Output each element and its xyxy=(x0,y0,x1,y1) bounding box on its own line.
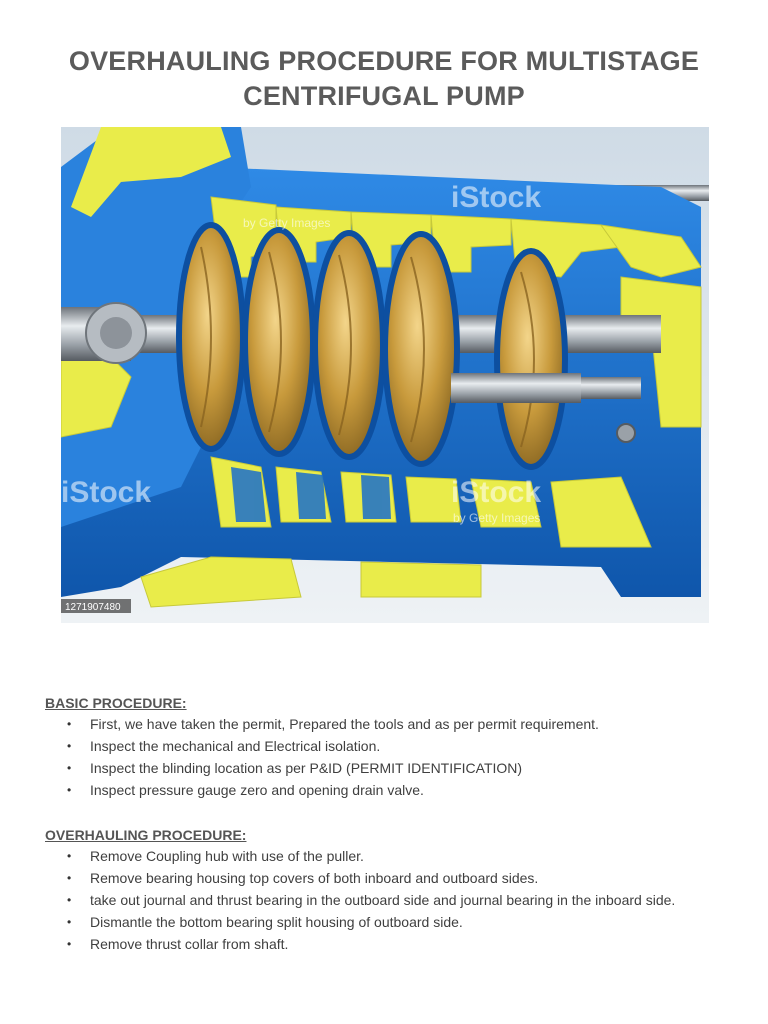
list-item xyxy=(45,848,725,865)
basic-procedure-heading: BASIC PROCEDURE: xyxy=(45,695,187,711)
bullet-icon: • xyxy=(67,893,72,907)
bullet-icon: • xyxy=(67,761,72,775)
overhauling-procedure-heading: OVERHAULING PROCEDURE: xyxy=(45,827,247,843)
watermark-bottom: iStock xyxy=(451,476,542,509)
basic-procedure-section xyxy=(45,694,725,804)
list-item-text: Inspect the blinding location as per P&ID (PERMIT IDENTIFICATION) xyxy=(90,760,523,776)
image-id-tag: 1271907480 xyxy=(65,602,121,613)
title-line-1: OVERHAULING PROCEDURE FOR MULTISTAGE xyxy=(68,46,700,76)
list-item-text: take out journal and thrust bearing in the outboard side and journal bearing in the inboard side. xyxy=(90,892,676,908)
list-item-text: First, we have taken the permit, Prepared the tools and as per permit requirement. xyxy=(90,716,599,732)
pump-cutaway-illustration xyxy=(61,127,709,623)
list-item xyxy=(45,716,725,733)
list-item xyxy=(45,782,725,799)
basic-procedure-list xyxy=(45,716,725,799)
list-item-text: Remove bearing housing top covers of both inboard and outboard sides. xyxy=(90,870,539,886)
list-item-text: Remove thrust collar from shaft. xyxy=(90,936,289,952)
watermark-left: iStock xyxy=(61,476,152,509)
list-item xyxy=(45,892,725,909)
page-title xyxy=(40,44,728,114)
list-item xyxy=(45,936,725,953)
list-item xyxy=(45,760,725,777)
overhauling-procedure-list xyxy=(45,848,725,953)
bullet-icon: • xyxy=(67,783,72,797)
bullet-icon: • xyxy=(67,739,72,753)
watermark-top: iStock xyxy=(451,181,542,214)
list-item-text: Inspect the mechanical and Electrical isolation. xyxy=(90,738,381,754)
watermark-sub-bottom: by Getty Images xyxy=(453,511,541,525)
list-item xyxy=(45,738,725,755)
bullet-icon: • xyxy=(67,915,72,929)
bullet-icon: • xyxy=(67,937,72,951)
pump-cutaway-photo xyxy=(61,127,709,623)
list-item-text: Inspect pressure gauge zero and opening drain valve. xyxy=(90,782,424,798)
list-item xyxy=(45,914,725,931)
bullet-icon: • xyxy=(67,871,72,885)
list-item-text: Remove Coupling hub with use of the puller. xyxy=(90,848,364,864)
watermark-sub-top: by Getty Images xyxy=(243,216,331,230)
title-line-2: CENTRIFUGAL PUMP xyxy=(243,81,525,111)
list-item-text: Dismantle the bottom bearing split housing of outboard side. xyxy=(90,914,463,930)
overhauling-procedure-section xyxy=(45,826,725,958)
bullet-icon: • xyxy=(67,849,72,863)
list-item xyxy=(45,870,725,887)
bullet-icon: • xyxy=(67,717,72,731)
